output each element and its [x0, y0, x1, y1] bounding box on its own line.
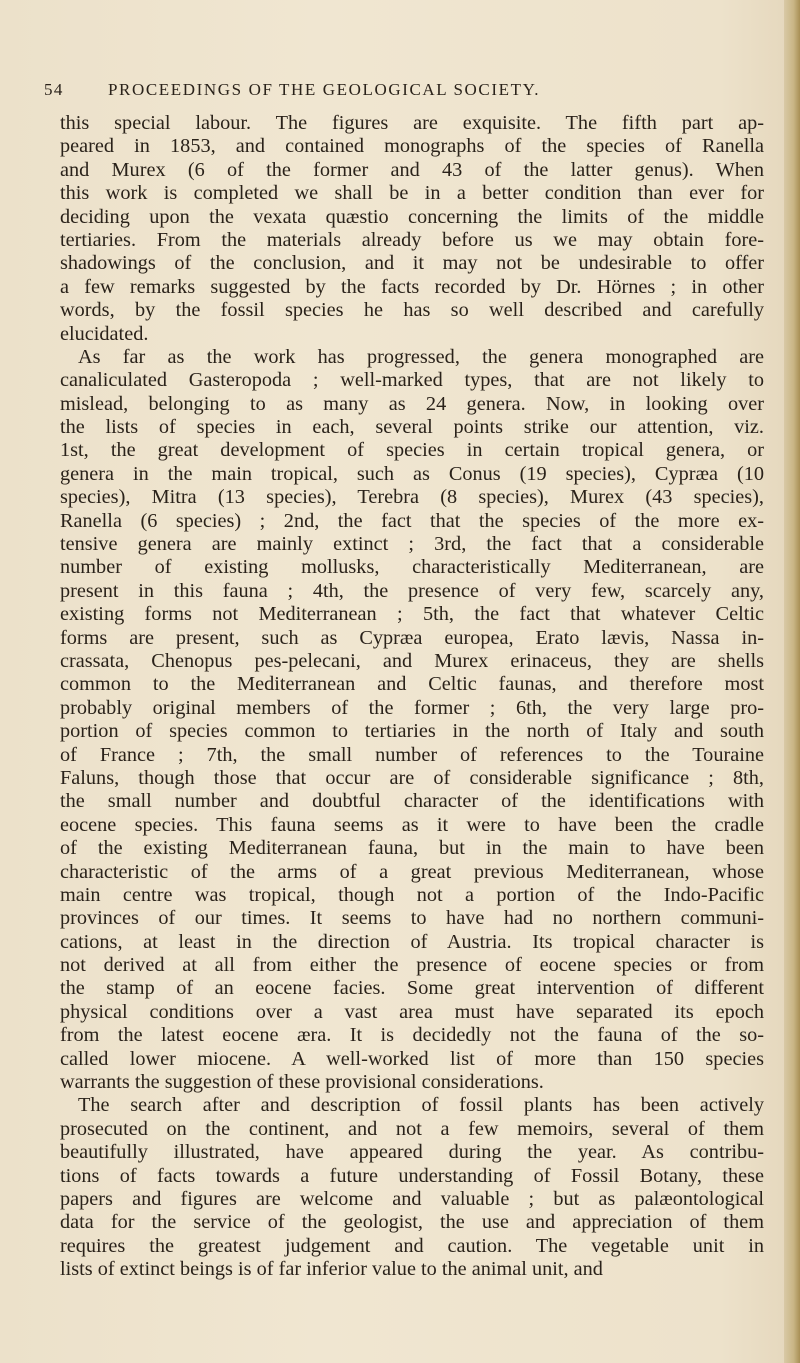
text-line: provinces of our times. It seems to have had no northern communi-	[60, 907, 764, 930]
text-line: tions of facts towards a future understanding of Fossil Botany, these	[60, 1164, 764, 1187]
text-line: common to the Mediterranean and Celtic faunas, and therefore most	[60, 673, 764, 696]
text-line: Ranella (6 species) ; 2nd, the fact that the species of the more ex-	[60, 509, 764, 532]
text-line: eocene species. This fauna seems as it were to have been the cradle	[60, 813, 764, 836]
text-line: a few remarks suggested by the facts recorded by Dr. Hörnes ; in other	[60, 275, 764, 298]
text-line: this work is completed we shall be in a better condition than ever for	[60, 182, 764, 205]
text-line: called lower miocene. A well-worked list of more than 150 species	[60, 1047, 764, 1070]
text-line: from the latest eocene æra. It is decidedly not the fauna of the so-	[60, 1024, 764, 1047]
text-line: canaliculated Gasteropoda ; well-marked types, that are not likely to	[60, 369, 764, 392]
text-line: The search after and description of fossil plants has been actively	[78, 1094, 764, 1117]
text-line: the stamp of an eocene facies. Some great intervention of different	[60, 977, 764, 1000]
text-line: As far as the work has progressed, the genera monographed are	[78, 345, 764, 368]
running-title: PROCEEDINGS OF THE GEOLOGICAL SOCIETY.	[108, 80, 541, 99]
page-number: 54	[44, 80, 64, 99]
text-line: elucidated.	[60, 322, 149, 345]
page-edge	[784, 0, 800, 1363]
text-line: beautifully illustrated, have appeared during the year. As contribu-	[60, 1141, 764, 1164]
text-line: papers and figures are welcome and valuable ; but as palæontological	[60, 1187, 764, 1210]
text-line: prosecuted on the continent, and not a few memoirs, several of them	[60, 1117, 764, 1140]
text-line: forms are present, such as Cypræa europea, Erato lævis, Nassa in-	[60, 626, 764, 649]
text-line: number of existing mollusks, characteristically Mediterranean, are	[60, 556, 764, 579]
text-line: genera in the main tropical, such as Conus (19 species), Cypræa (10	[60, 462, 764, 485]
text-line: requires the greatest judgement and caution. The vegetable unit in	[60, 1234, 764, 1257]
text-line: physical conditions over a vast area must have separated its epoch	[60, 1000, 764, 1023]
body-text	[60, 112, 764, 1282]
text-line: species), Mitra (13 species), Terebra (8 species), Murex (43 species),	[60, 486, 764, 509]
text-line: present in this fauna ; 4th, the presence of very few, scarcely any,	[60, 579, 764, 602]
text-line: probably original members of the former ; 6th, the very large pro-	[60, 696, 764, 719]
text-line: existing forms not Mediterranean ; 5th, the fact that whatever Celtic	[60, 603, 764, 626]
text-line: characteristic of the arms of a great previous Mediterranean, whose	[60, 860, 764, 883]
text-line: crassata, Chenopus pes-pelecani, and Murex erinaceus, they are shells	[60, 649, 764, 672]
text-line: Faluns, though those that occur are of considerable significance ; 8th,	[60, 766, 764, 789]
text-line: lists of extinct beings is of far inferior value to the animal unit, and	[60, 1258, 603, 1281]
text-line: the small number and doubtful character of the identifications with	[60, 790, 764, 813]
text-line: shadowings of the conclusion, and it may not be undesirable to offer	[60, 252, 764, 275]
text-line: deciding upon the vexata quæstio concerning the limits of the middle	[60, 205, 764, 228]
text-line: of the existing Mediterranean fauna, but in the main to have been	[60, 837, 764, 860]
text-line: data for the service of the geologist, the use and appreciation of them	[60, 1211, 764, 1234]
text-line: warrants the suggestion of these provisional considerations.	[60, 1071, 544, 1094]
text-line: of France ; 7th, the small number of references to the Touraine	[60, 743, 764, 766]
text-line: peared in 1853, and contained monographs of the species of Ranella	[60, 135, 764, 158]
text-line: mislead, belonging to as many as 24 genera. Now, in looking over	[60, 392, 764, 415]
text-line: and Murex (6 of the former and 43 of the latter genus). When	[60, 158, 764, 181]
text-line: this special labour. The figures are exquisite. The fifth part ap-	[60, 112, 764, 134]
text-line: tertiaries. From the materials already before us we may obtain fore-	[60, 228, 764, 251]
text-line: 1st, the great development of species in certain tropical genera, or	[60, 439, 764, 462]
text-line: not derived at all from either the presence of eocene species or from	[60, 954, 764, 977]
page-header	[44, 80, 684, 106]
text-line: tensive genera are mainly extinct ; 3rd, the fact that a considerable	[60, 533, 764, 556]
text-line: cations, at least in the direction of Austria. Its tropical character is	[60, 930, 764, 953]
text-line: the lists of species in each, several points strike our attention, viz.	[60, 416, 764, 439]
text-line: words, by the fossil species he has so well described and carefully	[60, 299, 764, 322]
text-line: portion of species common to tertiaries in the north of Italy and south	[60, 720, 764, 743]
text-line: main centre was tropical, though not a portion of the Indo-Pacific	[60, 883, 764, 906]
